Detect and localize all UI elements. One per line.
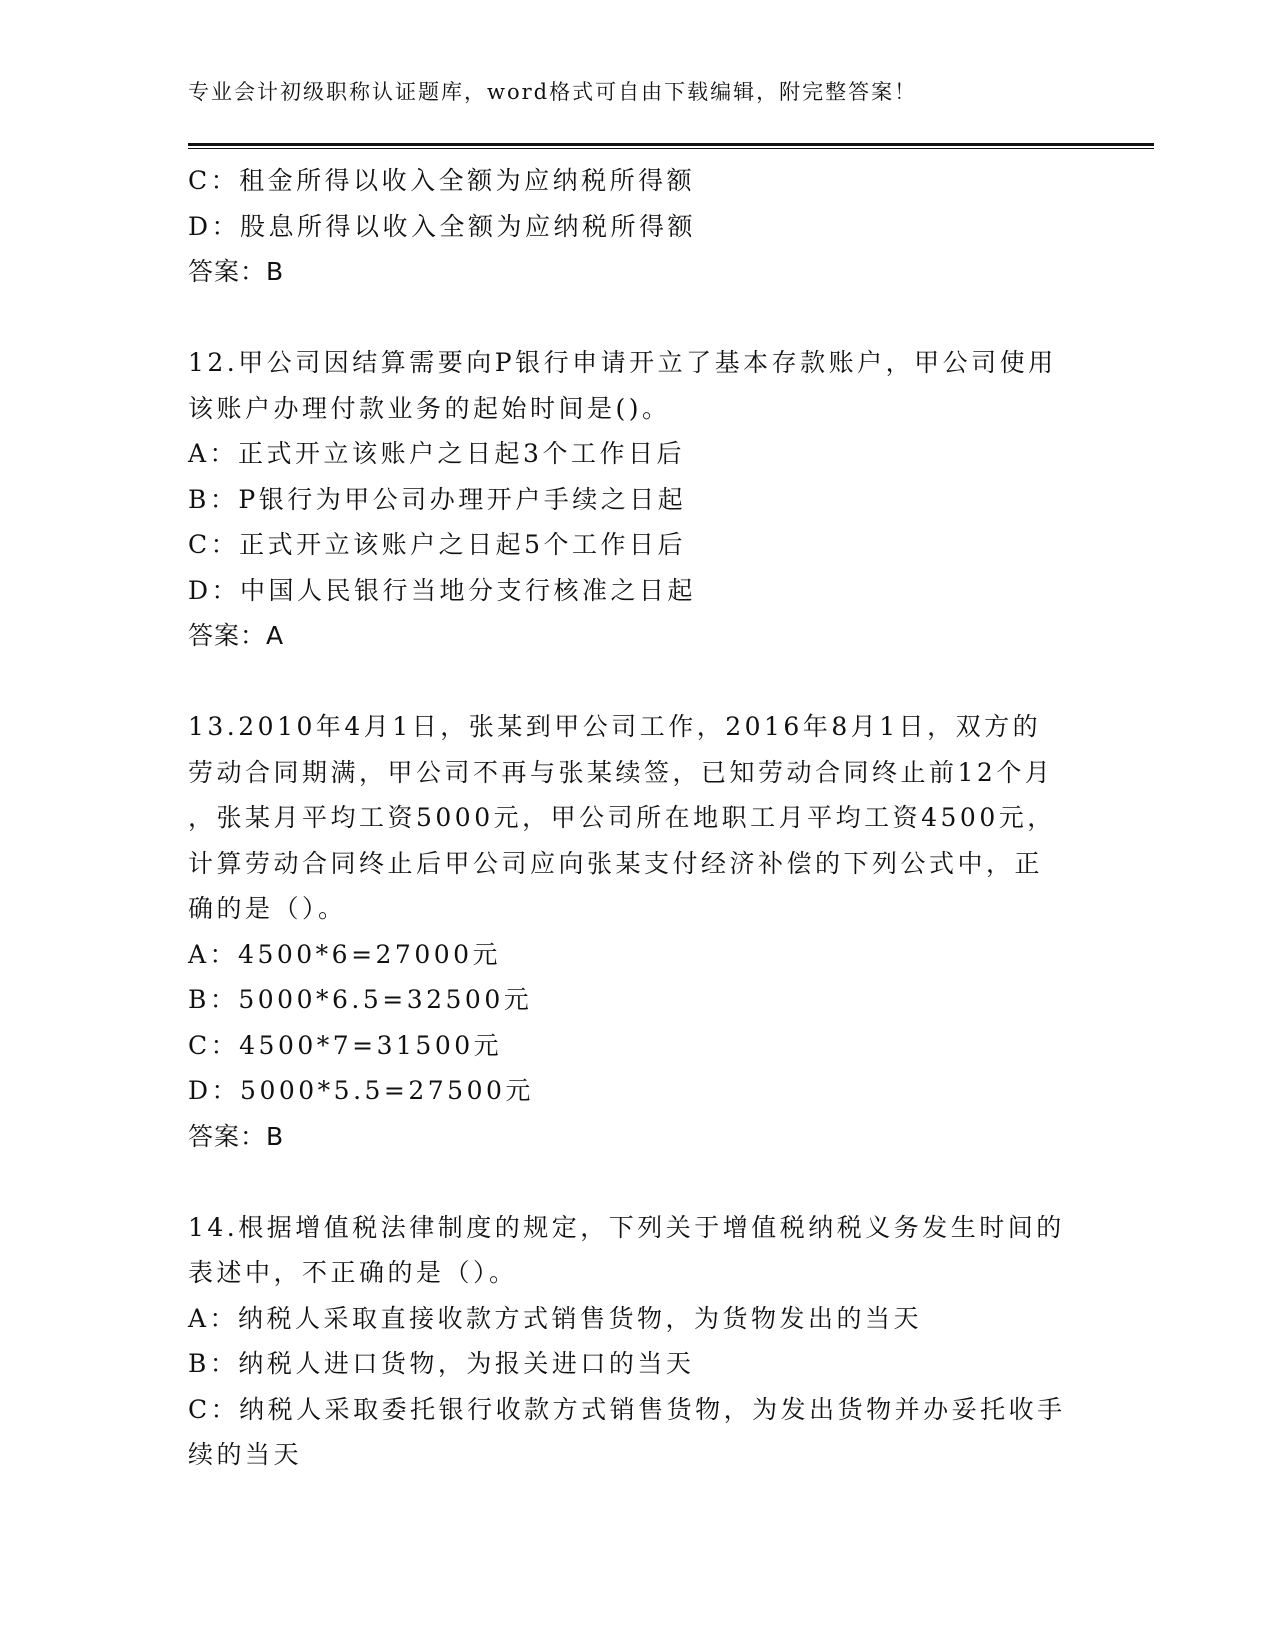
option-a: A：纳税人采取直接收款方式销售货物，为货物发出的当天 (188, 1303, 923, 1333)
question-block-11-tail (188, 158, 1088, 295)
question-stem: 12.甲公司因结算需要向P银行申请开立了基本存款账户，甲公司使用 (188, 348, 1057, 377)
option-d: D：5000*5.5=27500元 (188, 1076, 534, 1105)
question-stem: 确的是（）。 (188, 894, 347, 923)
question-stem: 表述中，不正确的是（）。 (188, 1258, 518, 1287)
answer-line: 答案：B (188, 257, 285, 286)
question-stem: 14.根据增值税法律制度的规定，下列关于增值税纳税义务发生时间的 (188, 1212, 1065, 1242)
option-b: B：纳税人进口货物，为报关进口的当天 (188, 1349, 695, 1378)
option-c: C：正式开立该账户之日起5个工作日后 (188, 530, 687, 559)
answer-line: 答案：B (188, 1121, 285, 1151)
option-b: B：5000*6.5=32500元 (188, 985, 533, 1014)
option-a: A：4500*6=27000元 (188, 939, 502, 969)
question-block-13 (188, 704, 1088, 1159)
question-stem: 13.2010年4月1日，张某到甲公司工作，2016年8月1日，双方的 (188, 712, 1042, 741)
block-gap (188, 295, 1088, 341)
option-d: D：中国人民银行当地分支行核准之日起 (188, 575, 697, 605)
option-c-continued: 续的当天 (188, 1440, 303, 1469)
answer-line: 答案：A (188, 621, 285, 650)
option-d: D：股息所得以收入全额为应纳税所得额 (188, 211, 697, 241)
block-gap (188, 659, 1088, 705)
option-c: C：租金所得以收入全额为应纳税所得额 (188, 166, 696, 195)
option-c: C：4500*7=31500元 (188, 1030, 503, 1060)
block-gap (188, 1159, 1088, 1205)
question-stem: 劳动合同期满，甲公司不再与张某续签，已知劳动合同终止前12个月 (188, 757, 1054, 787)
header-rule (188, 143, 1154, 149)
question-content (188, 158, 1088, 1478)
page-header: 专业会计初级职称认证题库，word格式可自由下载编辑，附完整答案！ (188, 80, 918, 104)
option-c: C：纳税人采取委托银行收款方式销售货物，为发出货物并办妥托收手 (188, 1394, 1066, 1424)
question-stem: 计算劳动合同终止后甲公司应向张某支付经济补偿的下列公式中，正 (188, 848, 1044, 878)
question-stem: ，张某月平均工资5000元，甲公司所在地职工月平均工资4500元， (188, 803, 1056, 832)
question-block-14 (188, 1205, 1088, 1478)
option-a: A：正式开立该账户之日起3个工作日后 (188, 439, 685, 468)
question-block-12 (188, 340, 1088, 659)
option-b: B：P银行为甲公司办理开户手续之日起 (188, 484, 687, 514)
question-stem: 该账户办理付款业务的起始时间是()。 (188, 393, 671, 423)
